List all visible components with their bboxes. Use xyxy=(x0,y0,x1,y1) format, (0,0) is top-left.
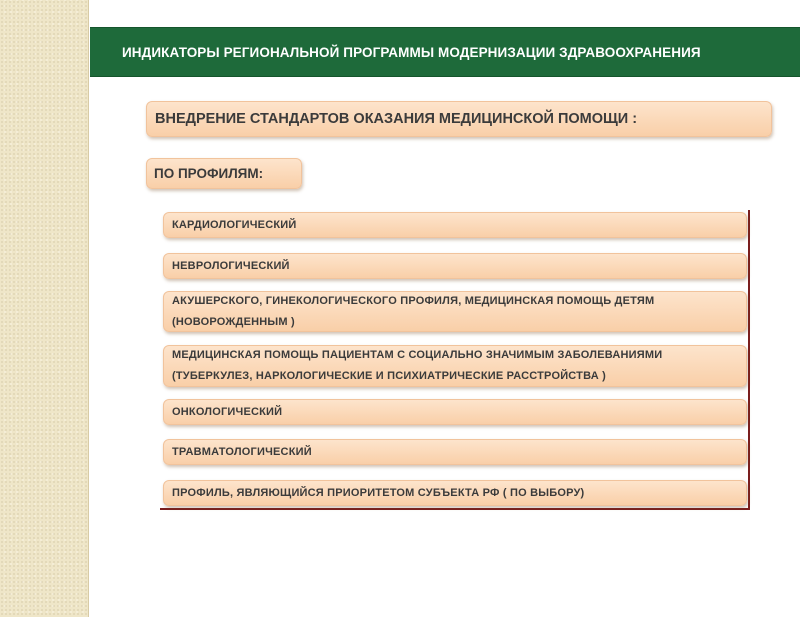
profile-item-regional-priority xyxy=(163,480,747,506)
profile-item-obstetrics xyxy=(163,291,747,332)
header-bar xyxy=(90,27,800,77)
profile-item-social-diseases xyxy=(163,345,747,387)
profile-item-label: АКУШЕРСКОГО, ГИНЕКОЛОГИЧЕСКОГО ПРОФИЛЯ, МЕДИЦИНСКАЯ ПОМОЩЬ ДЕТЯМ (НОВОРОЖДЕННЫМ ) xyxy=(172,294,655,328)
profiles-subheading: ПО ПРОФИЛЯМ: xyxy=(146,158,302,189)
profile-item-traumatology xyxy=(163,439,747,465)
profile-item-oncology xyxy=(163,399,747,425)
decorative-side-band xyxy=(0,0,89,617)
intro-heading: ВНЕДРЕНИЕ СТАНДАРТОВ ОКАЗАНИЯ МЕДИЦИНСКОЙ ПОМОЩИ : xyxy=(146,101,772,137)
profile-item-label: ПРОФИЛЬ, ЯВЛЯЮЩИЙСЯ ПРИОРИТЕТОМ СУБЪЕКТА РФ ( ПО ВЫБОРУ) xyxy=(172,486,585,499)
slide-title: ИНДИКАТОРЫ РЕГИОНАЛЬНОЙ ПРОГРАММЫ МОДЕРНИЗАЦИИ ЗДРАВООХРАНЕНИЯ xyxy=(122,44,701,60)
profile-item-label: КАРДИОЛОГИЧЕСКИЙ xyxy=(172,218,297,231)
profile-item-label: ОНКОЛОГИЧЕСКИЙ xyxy=(172,405,283,418)
profile-item-label: ТРАВМАТОЛОГИЧЕСКИЙ xyxy=(172,445,312,458)
profile-item-label: НЕВРОЛОГИЧЕСКИЙ xyxy=(172,259,290,272)
profile-item-cardiology xyxy=(163,212,747,238)
profile-item-label: МЕДИЦИНСКАЯ ПОМОЩЬ ПАЦИЕНТАМ С СОЦИАЛЬНО ЗНАЧИМЫМ ЗАБОЛЕВАНИЯМИ (ТУБЕРКУЛЕЗ, НАРКОЛОГИЧЕСКИЕ И ПСИХИАТРИЧЕСКИЕ РАССТРОЙСТВА ) xyxy=(172,349,663,382)
profile-item-neurology xyxy=(163,253,747,279)
